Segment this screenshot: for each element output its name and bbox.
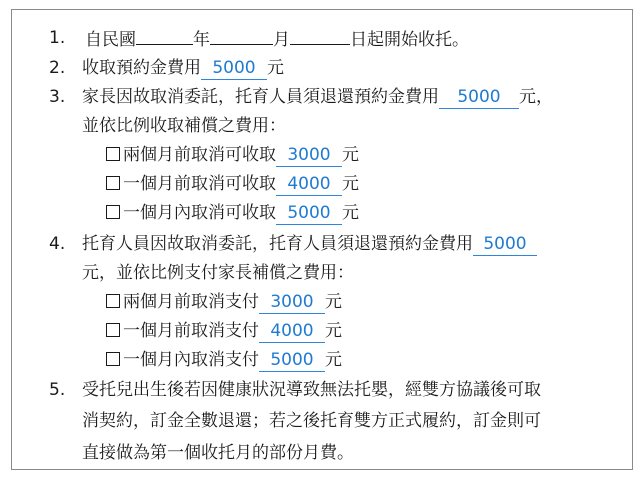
clause-number: 2. [49,58,66,78]
checkbox[interactable] [106,176,120,190]
checkbox[interactable] [106,352,120,366]
clause-5-line-1: 受托兒出生後若因健康狀況導致無法托嬰，經雙方協議後可取 [82,380,541,400]
option-unit: 元 [342,203,359,223]
option-label: 一個月前取消可收取 [123,174,276,194]
option-unit: 元 [325,321,342,341]
option-label: 一個月內取消支付 [123,350,259,370]
option-amount-field[interactable]: 3000 [276,144,342,167]
deposit-amount-field[interactable]: 5000 [201,57,267,80]
option-label: 一個月前取消支付 [123,321,259,341]
option-amount-field[interactable]: 5000 [276,202,342,225]
option-amount-field[interactable]: 4000 [276,173,342,196]
checkbox[interactable] [106,323,120,337]
clause-5-line-3: 直接做為第一個收托月的部份月費。 [82,443,354,463]
parent-cancel-text: 家長因故取消委託，托育人員須退還預約金費用 [82,87,439,107]
caregiver-refund-amount-field[interactable]: 5000 [473,233,537,256]
option-unit: 元 [325,350,342,370]
clause-number: 5. [49,380,66,400]
year-blank[interactable] [136,24,193,45]
option-amount-field[interactable]: 3000 [259,291,325,314]
option-label: 兩個月前取消支付 [123,292,259,312]
agreement-document [11,9,633,470]
month-unit: 月 [273,30,290,50]
clause-number: 4. [49,234,66,254]
caregiver-compensation-text: 元，並依比例支付家長補償之費用： [82,263,354,283]
option-amount-field[interactable]: 5000 [259,349,325,372]
parent-compensation-text: 並依比例收取補償之費用： [82,116,286,136]
month-blank[interactable] [210,24,273,45]
parent-refund-amount-field[interactable]: 5000 [439,86,519,109]
deposit-label: 收取預約金費用 [82,58,201,78]
option-unit: 元 [342,145,359,165]
year-unit: 年 [193,30,210,50]
checkbox[interactable] [106,205,120,219]
option-unit: 元 [342,174,359,194]
option-label: 兩個月前取消可收取 [123,145,276,165]
day-blank[interactable] [290,24,350,45]
deposit-unit: 元 [267,58,284,78]
clause-number: 3. [49,87,66,107]
option-amount-field[interactable]: 4000 [259,320,325,343]
checkbox[interactable] [106,147,120,161]
clause-1-prefix: 自民國 [85,30,136,50]
clause-1-suffix: 日起開始收托。 [350,30,469,50]
clause-number: 1. [49,28,66,48]
parent-refund-unit: 元， [519,87,553,107]
clause-5-line-2: 消契約，訂金全數退還；若之後托育雙方正式履約，訂金則可 [82,411,541,431]
option-unit: 元 [325,292,342,312]
option-label: 一個月內取消可收取 [123,203,276,223]
caregiver-cancel-text: 托育人員因故取消委託，托育人員須退還預約金費用 [82,234,473,254]
checkbox[interactable] [106,294,120,308]
